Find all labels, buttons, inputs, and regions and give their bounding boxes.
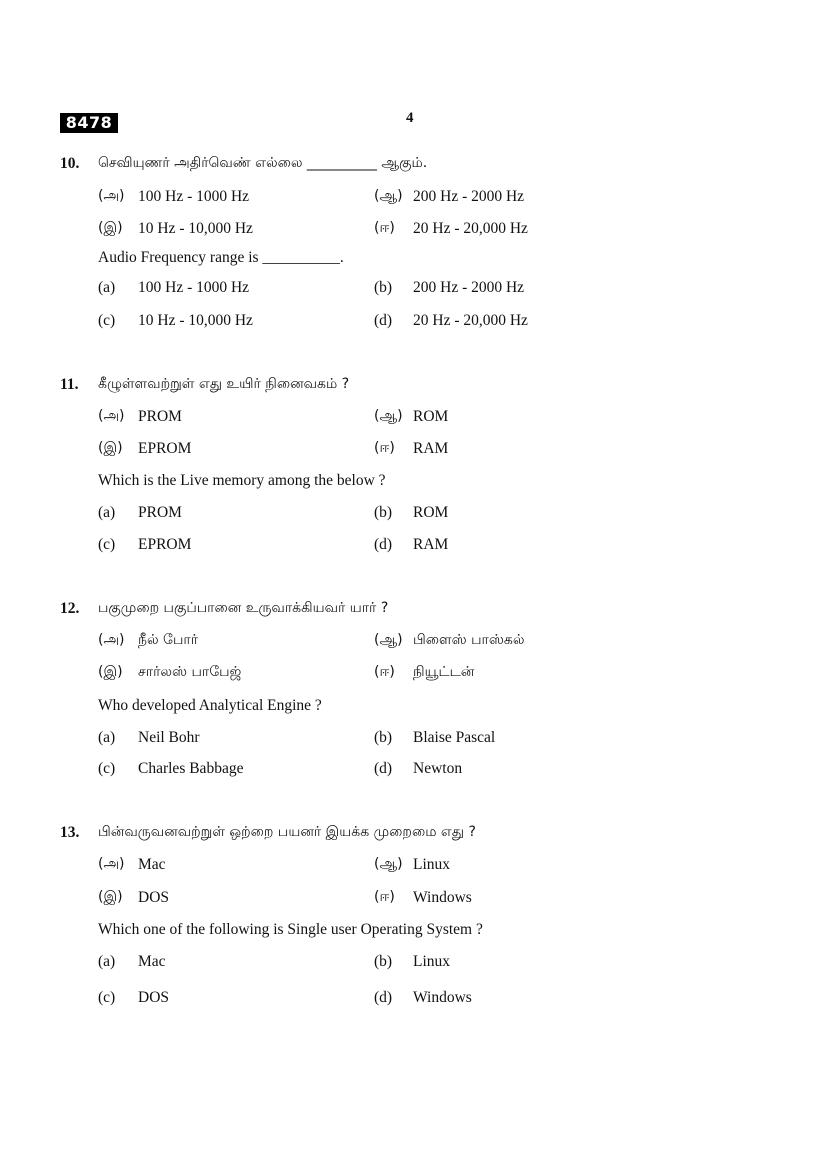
option-label: (ஆ) (374, 856, 403, 872)
option-text: 100 Hz - 1000 Hz (138, 188, 250, 205)
option-label: (d) (374, 760, 393, 777)
tamil-question-text: பகுமுறை பகுப்பானை உருவாக்கியவர் யார் ? (98, 600, 389, 616)
option-text: 10 Hz - 10,000 Hz (138, 312, 253, 329)
option-label: (b) (374, 504, 393, 521)
option-text: நீல் போர் (138, 632, 199, 648)
option-label: (அ) (98, 188, 125, 204)
tamil-question-text: கீழுள்ளவற்றுள் எது உயிர் நினைவகம் ? (98, 376, 350, 392)
option-label: (b) (374, 953, 393, 970)
page-number: 4 (406, 110, 414, 126)
option-label: (அ) (98, 856, 125, 872)
option-text: 10 Hz - 10,000 Hz (138, 220, 253, 237)
option-label: (d) (374, 312, 393, 329)
option-label: (அ) (98, 632, 125, 648)
english-question-text: Who developed Analytical Engine ? (98, 697, 322, 714)
english-question-text: Which is the Live memory among the below ? (98, 472, 386, 489)
option-text: PROM (138, 504, 182, 521)
option-label: (b) (374, 729, 393, 746)
english-question-text: Audio Frequency range is __________. (98, 249, 344, 266)
option-label: (c) (98, 536, 116, 553)
option-label: (a) (98, 729, 116, 746)
option-text: Mac (138, 856, 166, 873)
question-number: 10. (60, 155, 80, 172)
option-text: பிளைஸ் பாஸ்கல் (413, 632, 525, 648)
option-text: Linux (413, 856, 451, 873)
option-label: (அ) (98, 408, 125, 424)
option-label: (ஈ) (374, 440, 395, 456)
option-text: Windows (413, 989, 472, 1006)
option-label: (ஆ) (374, 408, 403, 424)
option-label: (b) (374, 279, 393, 296)
option-label: (ஆ) (374, 632, 403, 648)
option-label: (d) (374, 536, 393, 553)
option-label: (ஈ) (374, 889, 395, 905)
option-text: 200 Hz - 2000 Hz (413, 279, 525, 296)
option-label: (ஈ) (374, 664, 395, 680)
option-text: Windows (413, 889, 472, 906)
tamil-question-text: பின்வருவனவற்றுள் ஒற்றை பயனர் இயக்க முறைமை எது ? (98, 824, 476, 840)
option-text: Newton (413, 760, 463, 777)
option-label: (a) (98, 504, 116, 521)
option-text: 200 Hz - 2000 Hz (413, 188, 525, 205)
option-label: (இ) (98, 440, 123, 456)
option-text: PROM (138, 408, 182, 425)
option-text: ROM (413, 408, 449, 425)
option-text: DOS (138, 989, 170, 1006)
option-text: 100 Hz - 1000 Hz (138, 279, 250, 296)
option-label: (c) (98, 312, 116, 329)
option-text: EPROM (138, 440, 192, 457)
option-text: EPROM (138, 536, 192, 553)
option-text: RAM (413, 536, 449, 553)
question-number: 11. (60, 376, 79, 393)
option-label: (d) (374, 989, 393, 1006)
option-text: Neil Bohr (138, 729, 200, 746)
option-label: (ஆ) (374, 188, 403, 204)
option-text: சார்லஸ் பாபேஜ் (138, 664, 242, 680)
tamil-question-text: செவியுணர் அதிர்வெண் எல்லை __________ ஆகும். (98, 155, 428, 171)
option-label: (ஈ) (374, 220, 395, 236)
option-text: Linux (413, 953, 451, 970)
option-text: 20 Hz - 20,000 Hz (413, 220, 528, 237)
option-label: (இ) (98, 220, 123, 236)
option-text: ROM (413, 504, 449, 521)
option-text: 20 Hz - 20,000 Hz (413, 312, 528, 329)
paper-code-badge: 8478 (60, 113, 118, 133)
question-number: 13. (60, 824, 80, 841)
option-text: நியூட்டன் (413, 664, 475, 680)
english-question-text: Which one of the following is Single user Operating System ? (98, 921, 483, 938)
option-label: (c) (98, 760, 116, 777)
question-number: 12. (60, 600, 80, 617)
option-label: (இ) (98, 889, 123, 905)
option-label: (c) (98, 989, 116, 1006)
option-text: Mac (138, 953, 166, 970)
option-label: (இ) (98, 664, 123, 680)
option-text: RAM (413, 440, 449, 457)
option-text: DOS (138, 889, 170, 906)
option-label: (a) (98, 279, 116, 296)
option-label: (a) (98, 953, 116, 970)
option-text: Charles Babbage (138, 760, 244, 777)
option-text: Blaise Pascal (413, 729, 496, 746)
